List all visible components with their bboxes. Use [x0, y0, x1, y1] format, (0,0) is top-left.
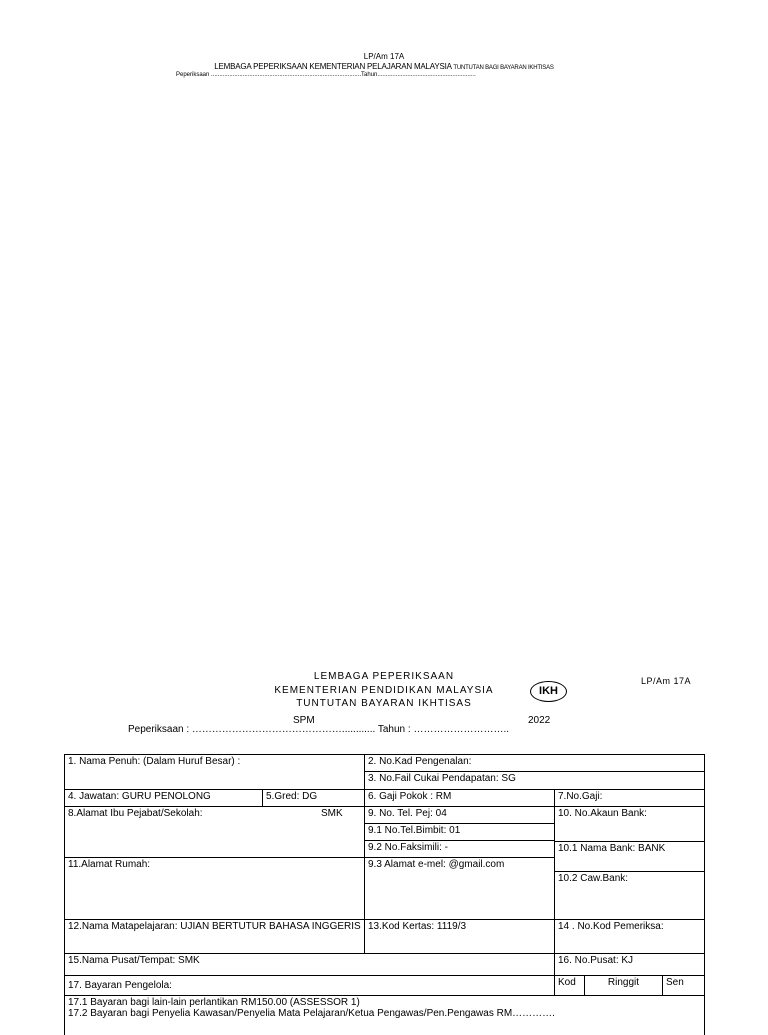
- exam-value: SPM: [293, 715, 315, 726]
- field-examiner-code[interactable]: 14 . No.Kod Pemeriksa:: [554, 919, 705, 954]
- field-mobile-phone[interactable]: 9.1 No.Tel.Bimbit: 01: [364, 823, 555, 841]
- field-salary-number[interactable]: 7.No.Gaji:: [554, 789, 705, 807]
- payment-items: [64, 995, 705, 1035]
- form-code: LP/Am 17A: [641, 676, 692, 686]
- header-line-2: KEMENTERIAN PENDIDIKAN MALAYSIA: [274, 685, 494, 696]
- office-address-label: 8.Alamat Ibu Pejabat/Sekolah:: [68, 808, 203, 819]
- field-fax[interactable]: 9.2 No.Faksimili: -: [364, 840, 555, 858]
- col-sen: Sen: [662, 975, 705, 996]
- col-kod: Kod: [554, 975, 585, 996]
- year-value: 2022: [528, 715, 551, 726]
- exam-year-line: Peperiksaan : ………………………………………............ Tahun : ………………………..: [128, 724, 510, 735]
- office-address-value: SMK: [321, 808, 343, 819]
- field-basic-salary[interactable]: 6. Gaji Pokok : RM: [364, 789, 555, 807]
- top-exam-line: Peperiksaan ..........................................................................................Tahun...........................................................: [176, 72, 476, 78]
- field-tax-file[interactable]: 3. No.Fail Cukai Pendapatan: SG: [364, 771, 705, 790]
- section-payment-header: 17. Bayaran Pengelola:: [64, 975, 555, 996]
- field-subject-name[interactable]: 12.Nama Matapelajaran: UJIAN BERTUTUR BAHASA INGGERIS: [64, 919, 365, 954]
- field-home-address[interactable]: 11.Alamat Rumah:: [64, 857, 365, 920]
- field-bank-name[interactable]: 10.1 Nama Bank: BANK: [554, 841, 705, 872]
- field-office-phone[interactable]: 9. No. Tel. Pej: 04: [364, 806, 555, 824]
- header-line-3: TUNTUTAN BAYARAN IKHTISAS: [296, 698, 472, 709]
- field-bank-branch[interactable]: 10.2 Caw.Bank:: [554, 871, 705, 920]
- field-grade[interactable]: 5.Gred: DG: [262, 789, 365, 807]
- field-ic-number[interactable]: 2. No.Kad Pengenalan:: [364, 754, 705, 772]
- field-centre-number[interactable]: 16. No.Pusat: KJ: [554, 953, 705, 976]
- top-title-sub: TUNTUTAN BAGI BAYARAN IKHTISAS: [453, 65, 554, 71]
- field-email[interactable]: 9.3 Alamat e-mel: @gmail.com: [364, 857, 555, 920]
- header-line-1: LEMBAGA PEPERIKSAAN: [313, 671, 455, 682]
- field-position[interactable]: 4. Jawatan: GURU PENOLONG: [64, 789, 263, 807]
- ikh-logo: IKH: [530, 681, 567, 702]
- top-title-line: [0, 62, 768, 71]
- payment-item-17-2: 17.2 Bayaran bagi Penyelia Kawasan/Penyelia Mata Pelajaran/Ketua Pengawas/Pen.Pengawas RM………….: [68, 1008, 555, 1019]
- payment-item-17-1: 17.1 Bayaran bagi lain-lain perlantikan RM150.00 (ASSESSOR 1): [68, 997, 360, 1008]
- col-ringgit: Ringgit: [584, 975, 663, 996]
- top-title-main: LEMBAGA PEPERIKSAAN KEMENTERIAN PELAJARAN MALAYSIA: [214, 62, 452, 71]
- field-centre-name[interactable]: 15.Nama Pusat/Tempat: SMK: [64, 953, 555, 976]
- field-bank-account[interactable]: 10. No.Akaun Bank:: [554, 806, 705, 842]
- field-office-address[interactable]: [64, 806, 365, 858]
- field-paper-code[interactable]: 13.Kod Kertas: 1119/3: [364, 919, 555, 954]
- top-form-code: LP/Am 17A: [363, 52, 405, 61]
- field-full-name[interactable]: 1. Nama Penuh: (Dalam Huruf Besar) :: [64, 754, 365, 790]
